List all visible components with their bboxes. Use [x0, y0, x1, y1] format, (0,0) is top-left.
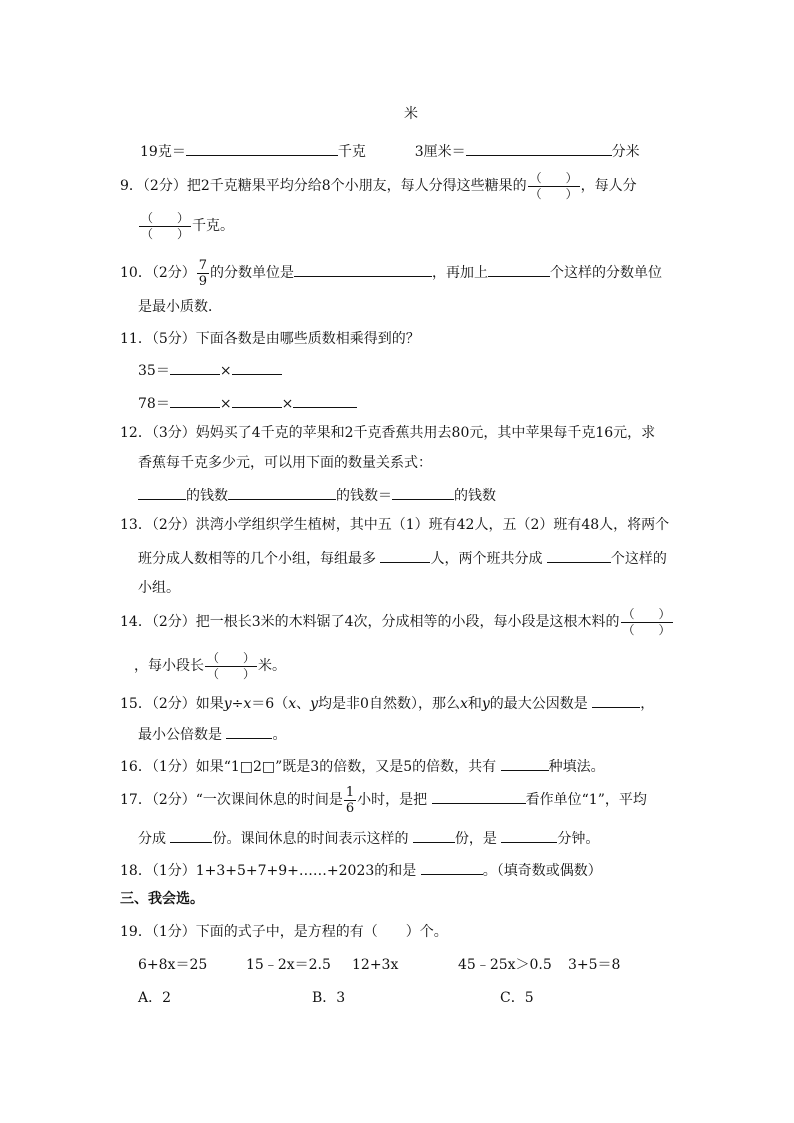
- q17-blank-4[interactable]: [501, 827, 557, 843]
- q18-line: 18．（1分）1+3+5+7+9+……+2023的和是 。（填奇数或偶数）: [120, 859, 602, 881]
- q10-fraction: $\frac{7}{9}$: [198, 257, 208, 289]
- q10-text2: 的分数单位是: [210, 265, 295, 281]
- top-unit-text: 米: [404, 106, 418, 122]
- q8a-blank[interactable]: [186, 140, 338, 156]
- q10-blank-2[interactable]: [488, 261, 550, 277]
- q19-expr-4: 3+5＝8: [568, 957, 621, 973]
- q9-fraction-blank-2[interactable]: $\frac{( )}{( )}$: [141, 210, 190, 241]
- q16-line: 16．（1分）如果“1□2□”既是3的倍数，又是5的倍数，共有 种填法。: [120, 755, 605, 777]
- q11-row2-blank-2[interactable]: [232, 392, 282, 408]
- q11-text: 11．（5分）下面各数是由哪些质数相乘得到的？: [120, 331, 420, 347]
- q11-row2-blank-1[interactable]: [170, 392, 220, 408]
- q15-blank-2[interactable]: [226, 723, 272, 739]
- q8b-blank[interactable]: [466, 140, 612, 156]
- q15-line1: 15．（2分）如果y÷x＝6（x、y均是非0自然数），那么x和y的最大公因数是 ，: [120, 692, 654, 714]
- q19-expr-1: 15﹣2x＝2.5: [246, 957, 331, 973]
- q17-line2: 分成 份。课间休息的时间表示这样的 份，是 分钟。: [138, 827, 599, 849]
- q19-expr-3: 45﹣25x＞0.5: [458, 957, 552, 973]
- q10-text3: ，再加上: [432, 265, 489, 281]
- q17-line1: 17．（2分）“一次课间休息的时间是 $\frac{1}{6}$ 小时，是把 看作单位“1”，平均: [120, 784, 647, 816]
- q19-option-c[interactable]: C．5: [500, 990, 534, 1006]
- q8b-right: 分米: [611, 144, 640, 160]
- q15-line2: 最小公倍数是 。: [138, 723, 286, 745]
- q14-line1: 14．（2分）把一根长3米的木料锯了4次，分成相等的小段，每小段是这根木料的 $\frac{( )}{( )}$: [120, 606, 671, 637]
- q11-row2: 78＝ × ×: [138, 392, 357, 414]
- q10-text5: 是最小质数．: [138, 299, 222, 315]
- q9-text3: 千克。: [192, 218, 235, 234]
- q17-fraction: $\frac{1}{6}$: [345, 784, 355, 816]
- q9-text2: ，每人分: [580, 178, 637, 194]
- q13-blank-1[interactable]: [380, 547, 430, 563]
- q14-line2: ，每小段长 $\frac{( )}{( )}$ 米。: [134, 650, 287, 681]
- q9-fraction-blank-1[interactable]: $\frac{( )}{( )}$: [529, 170, 578, 201]
- q9-line2: [138, 208, 234, 244]
- q13-text1: 13．（2分）洪湾小学组织学生植树，其中五（1）班有42人，五（2）班有48人，将两个: [120, 517, 670, 533]
- q11-row1-blank-2[interactable]: [232, 359, 282, 375]
- q12-blank-2[interactable]: [228, 484, 336, 500]
- q11-row1-blank-1[interactable]: [170, 359, 220, 375]
- q18-blank[interactable]: [421, 859, 483, 875]
- q17-blank-3[interactable]: [413, 827, 455, 843]
- q12-text1: 12．（3分）妈妈买了4千克的苹果和2千克香蕉共用去80元，其中苹果每千克16元，求: [120, 425, 656, 441]
- q8a-left: 19克＝: [140, 144, 186, 160]
- q9-text1: 9．（2分）把2千克糖果平均分给8个小朋友，每人分得这些糖果的: [120, 178, 527, 194]
- q14-fraction-blank-2[interactable]: $\frac{( )}{( )}$: [207, 650, 256, 681]
- q17-blank-2[interactable]: [170, 827, 212, 843]
- q17-blank-1[interactable]: [432, 788, 526, 804]
- q16-blank[interactable]: [501, 755, 549, 771]
- q14-fraction-blank-1[interactable]: $\frac{( )}{( )}$: [622, 606, 671, 637]
- q10-text1: 10．（2分）: [120, 265, 196, 281]
- q8b-left: 3厘米＝: [414, 144, 466, 160]
- q11-row2-blank-3[interactable]: [293, 392, 357, 408]
- q12-formula: 的钱数 的钱数＝ 的钱数: [138, 484, 496, 506]
- q9-line1: [120, 168, 637, 204]
- q10-line1: [120, 256, 662, 290]
- q19-expr-0: 6+8x＝25: [138, 957, 208, 973]
- q10-text4: 个这样的分数单位: [550, 265, 663, 281]
- q19-text: 19．（1分）下面的式子中，是方程的有（ ）个。: [120, 924, 448, 940]
- q13-blank-2[interactable]: [547, 547, 611, 563]
- q10-blank-1[interactable]: [294, 261, 432, 277]
- q19-option-a[interactable]: A．2: [138, 990, 172, 1006]
- q8-row: [140, 140, 640, 162]
- q12-blank-3[interactable]: [392, 484, 454, 500]
- q11-row1: 35＝ ×: [138, 359, 282, 381]
- q13-text3: 小组。: [138, 580, 180, 596]
- section-3-heading: 三、我会选。: [120, 891, 204, 907]
- q8a-right: 千克: [337, 144, 366, 160]
- q12-text2: 香蕉每千克多少元，可以用下面的数量关系式：: [138, 455, 432, 471]
- q12-blank-1[interactable]: [138, 484, 186, 500]
- q13-line2: 班分成人数相等的几个小组，每组最多 人，两个班共分成 个这样的: [138, 547, 667, 569]
- q19-option-b[interactable]: B．3: [312, 990, 346, 1006]
- q19-expr-2: 12+3x: [352, 957, 399, 973]
- q15-blank-1[interactable]: [592, 692, 640, 708]
